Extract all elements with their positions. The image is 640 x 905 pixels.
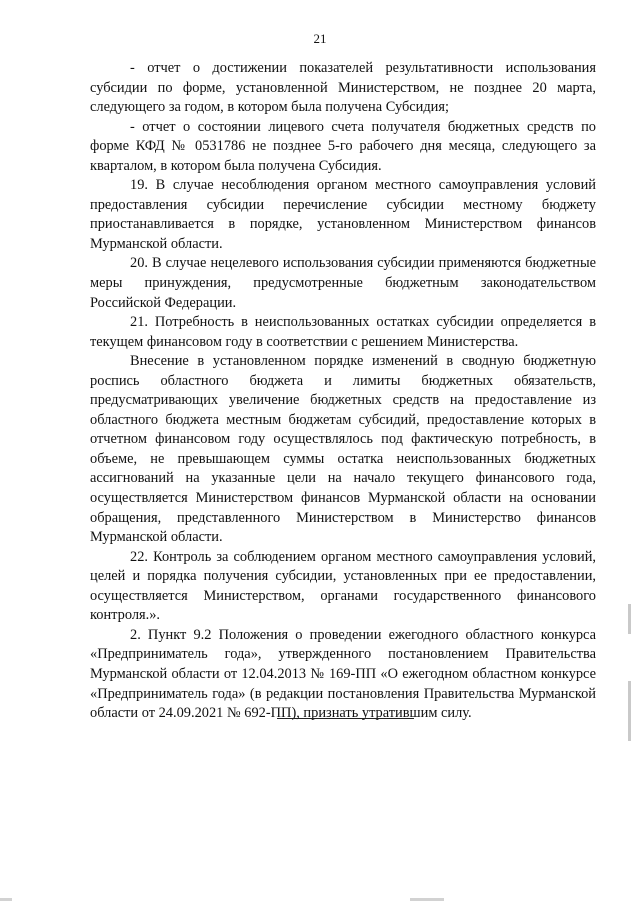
paragraph-clause-22: 22. Контроль за соблюдением органом местного самоуправления условий, целей и порядка получения субсидии, установленных при ее предоставлении, осуществляется Министерством, органами государственного финансового контроля.». bbox=[90, 548, 596, 624]
page-number: 21 bbox=[313, 31, 327, 46]
scan-edge-mark bbox=[410, 898, 444, 901]
paragraph-clause-19: 19. В случае несоблюдения органом местного самоуправления условий предоставления субсидии перечисление субсидии местному бюджету приостанавливается в порядке, установленном Министерством финансов Мурманской области. bbox=[90, 177, 596, 252]
paragraph-item-2: 2. Пункт 9.2 Положения о проведении ежегодного областного конкурса «Предприниматель года», утвержденного постановлением Правительства Мурманской области от 12.04.2013 № 169-ПП «О ежегодном областном конкурсе «Предприниматель года» (в редакции постановления Правительства Мурманской области от 24.09.2021 № 692-ПП), признать утратившим силу. bbox=[90, 626, 596, 722]
paragraph-clause-21: 21. Потребность в неиспользованных остатках субсидии определяется в текущем финансовом году в соответствии с решением Министерства. bbox=[90, 314, 596, 350]
paragraph-report-account: - отчет о состоянии лицевого счета получателя бюджетных средств по форме КФД № 0531786 не позднее 5-го рабочего дня месяца, следующего за кварталом, в котором была получена Субсидия. bbox=[90, 118, 596, 174]
closing-rule bbox=[277, 718, 414, 719]
paragraph-report-performance: - отчет о достижении показателей результативности использования субсидии по форме, установленной Министерством, не позднее 20 марта, следующего за годом, в котором была получена Субсидия; bbox=[90, 60, 596, 116]
scan-edge-mark bbox=[628, 604, 631, 634]
scan-edge-mark bbox=[628, 681, 631, 741]
paragraph-budget-changes: Внесение в установленном порядке изменений в сводную бюджетную роспись областного бюджета и лимиты бюджетных обязательств, предусматривающих увеличение бюджетных средств на предоставление из областного бюджета местным бюджетам субсидий, предоставление которых в отчетном финансовом году осуществлялось под фактическую потребность, в объеме, не превышающем суммы остатка неиспользованных бюджетных ассигнований на указанные цели на начало текущего финансового года, осуществляется Министерством финансов Мурманской области на основании обращения, представленного Министерством в Министерство финансов Мурманской области. bbox=[90, 353, 596, 546]
scan-edge-mark bbox=[0, 898, 12, 901]
document-body bbox=[90, 59, 596, 724]
paragraph-clause-20: 20. В случае нецелевого использования субсидии применяются бюджетные меры принуждения, предусмотренные бюджетным законодательством Российской Федерации. bbox=[90, 255, 596, 311]
